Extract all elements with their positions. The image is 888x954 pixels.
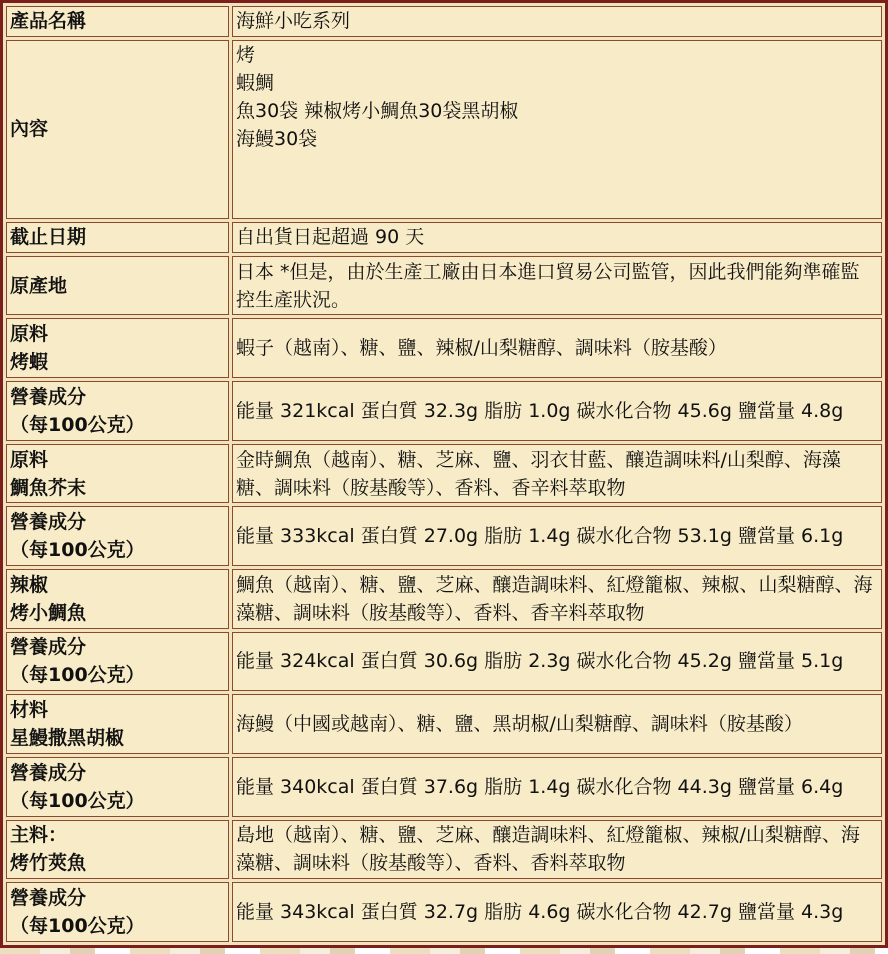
row-value	[232, 569, 882, 629]
value-text: 自出貨日起超過 90 天	[236, 226, 425, 249]
table-row	[6, 256, 882, 316]
label-text: 產品名稱	[10, 10, 87, 33]
label-text: 烤竹莢魚	[10, 852, 87, 875]
row-label	[6, 40, 229, 219]
table-row	[6, 506, 882, 566]
label-text: 營養成分	[10, 761, 87, 784]
value-line: 烤	[236, 43, 256, 66]
row-label	[6, 632, 229, 692]
row-value	[232, 632, 882, 692]
label-text: 材料	[10, 699, 49, 722]
table-row	[6, 569, 882, 629]
row-value	[232, 222, 882, 253]
value-text: 海鰻（中國或越南）、糖、鹽、黑胡椒/山梨糖醇、調味料（胺基酸）	[236, 713, 803, 736]
value-text: 能量 321kcal 蛋白質 32.3g 脂肪 1.0g 碳水化合物 45.6g 鹽當量 4.8g	[236, 399, 844, 422]
bottom-edge-strip	[0, 948, 888, 954]
table-row	[6, 632, 882, 692]
row-label	[6, 506, 229, 566]
label-text: （每100公克）	[10, 915, 145, 938]
label-text: 主料：	[10, 824, 68, 847]
row-value	[232, 381, 882, 441]
table-row	[6, 40, 882, 219]
label-text: 原產地	[10, 274, 68, 297]
row-value	[232, 256, 882, 316]
value-text: 金時鯛魚（越南）、糖、芝麻、鹽、羽衣甘藍、釀造調味料/山梨醇、海藻糖、調味料（胺基酸等）、香料、香辛料萃取物	[236, 448, 841, 499]
value-text: 能量 340kcal 蛋白質 37.6g 脂肪 1.4g 碳水化合物 44.3g 鹽當量 6.4g	[236, 775, 844, 798]
label-text: 營養成分	[10, 385, 87, 408]
row-value	[232, 882, 882, 942]
value-line: 海鰻30袋	[236, 127, 318, 150]
label-text: 營養成分	[10, 887, 87, 910]
value-line: 魚30袋 辣椒烤小鯛魚30袋黑胡椒	[236, 99, 519, 122]
label-text: （每100公克）	[10, 413, 145, 436]
label-text: 內容	[10, 118, 49, 141]
label-text: 原料	[10, 448, 49, 471]
value-text: 能量 343kcal 蛋白質 32.7g 脂肪 4.6g 碳水化合物 42.7g 鹽當量 4.3g	[236, 901, 844, 924]
table-row	[6, 318, 882, 378]
label-text: 營養成分	[10, 511, 87, 534]
row-value	[232, 694, 882, 754]
row-label	[6, 569, 229, 629]
row-value	[232, 318, 882, 378]
row-label	[6, 222, 229, 253]
row-label	[6, 6, 229, 37]
label-text: 辣椒	[10, 573, 49, 596]
label-text: 營養成分	[10, 636, 87, 659]
row-value	[232, 757, 882, 817]
label-text: （每100公克）	[10, 539, 145, 562]
label-text: 烤小鯛魚	[10, 601, 87, 624]
row-value	[232, 444, 882, 504]
row-label	[6, 757, 229, 817]
value-text: 能量 333kcal 蛋白質 27.0g 脂肪 1.4g 碳水化合物 53.1g 鹽當量 6.1g	[236, 525, 844, 548]
table-row	[6, 444, 882, 504]
value-text: 海鮮小吃系列	[236, 10, 351, 33]
table-row	[6, 381, 882, 441]
label-text: （每100公克）	[10, 664, 145, 687]
label-text: （每100公克）	[10, 789, 145, 812]
value-text: 蝦子（越南）、糖、鹽、辣椒/山梨糖醇、調味料（胺基酸）	[236, 337, 727, 360]
table-row	[6, 820, 882, 880]
label-text: 星鰻撒黑胡椒	[10, 727, 125, 750]
product-info-table	[3, 3, 885, 945]
label-text: 截止日期	[10, 226, 87, 249]
value-line: 蝦鯛	[236, 71, 275, 94]
row-value	[232, 6, 882, 37]
value-text: 能量 324kcal 蛋白質 30.6g 脂肪 2.3g 碳水化合物 45.2g 鹽當量 5.1g	[236, 650, 844, 673]
label-text: 原料	[10, 323, 49, 346]
table-row	[6, 694, 882, 754]
row-label	[6, 318, 229, 378]
row-label	[6, 694, 229, 754]
value-text: 島地（越南）、糖、鹽、芝麻、釀造調味料、紅燈籠椒、辣椒/山梨糖醇、海藻糖、調味料（胺基酸等）、香料、香料萃取物	[236, 824, 860, 875]
value-text: 日本 *但是，由於生產工廠由日本進口貿易公司監管，因此我們能夠準確監控生產狀況。	[236, 260, 860, 311]
row-label	[6, 256, 229, 316]
row-label	[6, 444, 229, 504]
value-text: 鯛魚（越南）、糖、鹽、芝麻、釀造調味料、紅燈籠椒、辣椒、山梨糖醇、海藻糖、調味料（胺基酸等）、香料、香辛料萃取物	[236, 573, 873, 624]
table-row	[6, 757, 882, 817]
row-label	[6, 882, 229, 942]
table-row	[6, 882, 882, 942]
row-value	[232, 820, 882, 880]
row-value	[232, 506, 882, 566]
row-value	[232, 40, 882, 219]
table-row	[6, 222, 882, 253]
label-text: 鯛魚芥末	[10, 476, 87, 499]
label-text: 烤蝦	[10, 351, 49, 374]
table-row	[6, 6, 882, 37]
row-label	[6, 820, 229, 880]
row-label	[6, 381, 229, 441]
